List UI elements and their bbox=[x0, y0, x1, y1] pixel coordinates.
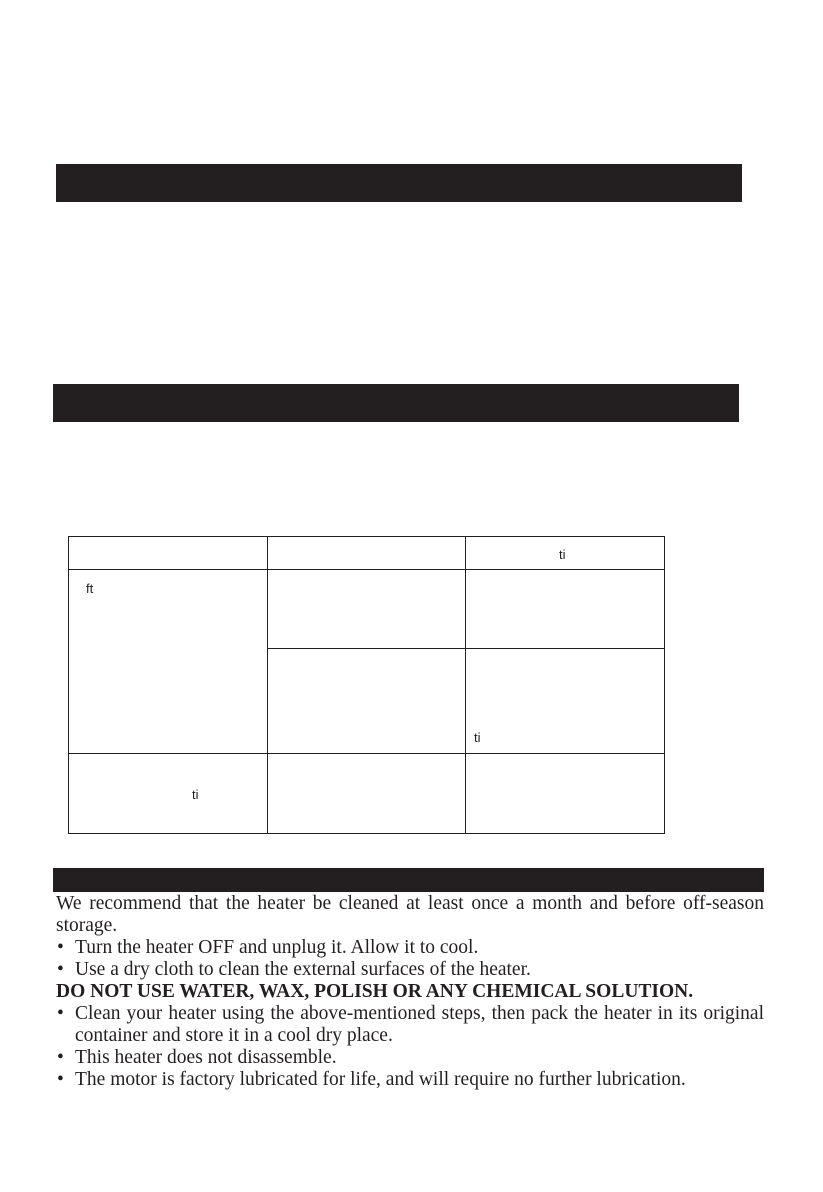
list-item: • Turn the heater OFF and unplug it. Allow it to cool. bbox=[57, 937, 479, 958]
table-header-cell bbox=[466, 537, 665, 570]
care-intro-text: We recommend that the heater be cleaned at least once a month and before off-season storage. bbox=[56, 893, 764, 936]
table-cell bbox=[466, 570, 665, 649]
table-cell bbox=[268, 649, 466, 754]
bullet-icon: • bbox=[57, 1003, 64, 1024]
care-and-cleaning-section bbox=[56, 893, 764, 1091]
table-text-fragment: ti bbox=[474, 730, 481, 745]
troubleshooting-table bbox=[68, 536, 665, 834]
table-cell bbox=[466, 754, 665, 834]
table-row bbox=[69, 570, 665, 649]
bullet-icon: • bbox=[57, 937, 64, 958]
table-header-cell bbox=[69, 537, 268, 570]
care-notes-list bbox=[56, 1003, 764, 1091]
section-header-bar-3 bbox=[53, 868, 764, 892]
table-cell bbox=[268, 570, 466, 649]
list-item: • Use a dry cloth to clean the external surfaces of the heater. bbox=[57, 959, 531, 980]
table-text-fragment: ti bbox=[559, 547, 566, 562]
table-cell bbox=[268, 754, 466, 834]
table-row bbox=[69, 754, 665, 834]
table-cell bbox=[69, 754, 268, 834]
care-warning-text: DO NOT USE WATER, WAX, POLISH OR ANY CHEMICAL SOLUTION. bbox=[56, 981, 694, 1002]
table-text-fragment: ft bbox=[86, 581, 94, 596]
bullet-icon: • bbox=[57, 959, 64, 980]
table-cell bbox=[69, 570, 268, 754]
table-header-cell bbox=[268, 537, 466, 570]
bullet-icon: • bbox=[57, 1069, 64, 1090]
table-text-fragment: ti bbox=[192, 787, 199, 802]
section-header-bar-1 bbox=[56, 164, 742, 202]
list-item: • The motor is factory lubricated for life, and will require no further lubrication. bbox=[57, 1069, 686, 1090]
list-item: • This heater does not disassemble. bbox=[57, 1047, 337, 1068]
table-header-row bbox=[69, 537, 665, 570]
section-header-bar-2 bbox=[53, 384, 739, 422]
table-cell bbox=[466, 649, 665, 754]
bullet-icon: • bbox=[57, 1047, 64, 1068]
list-item: • Clean your heater using the above-mentioned steps, then pack the heater in its original container and store it in a cool dry place. bbox=[57, 1003, 764, 1046]
care-steps-list bbox=[56, 937, 764, 981]
